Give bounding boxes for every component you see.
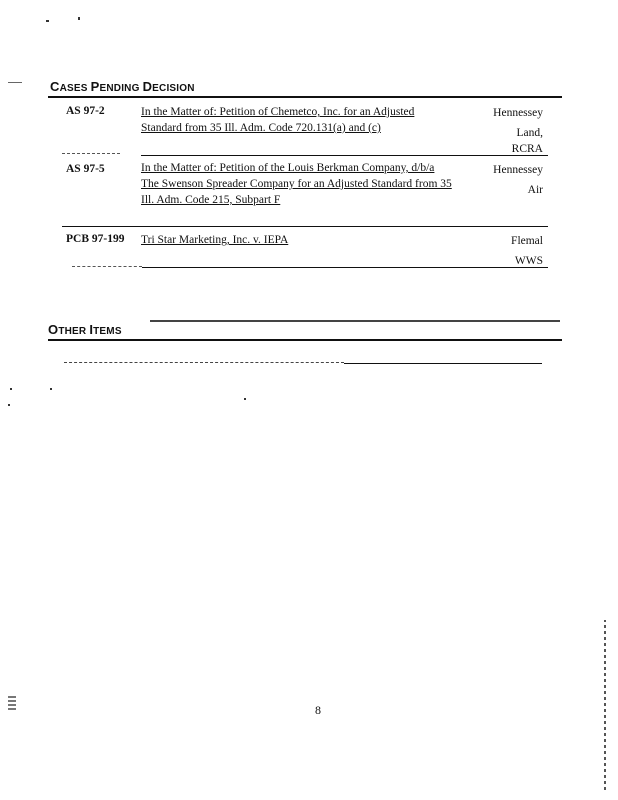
scan-speck: [8, 82, 22, 83]
case-number: AS 97-2: [66, 105, 105, 117]
scan-speck: [10, 388, 12, 390]
case-title: [141, 232, 441, 248]
section-title-other-items: [48, 322, 122, 337]
section-rule-top: [48, 96, 562, 98]
case-assignee: Flemal: [511, 235, 543, 247]
title-part: ECISION: [152, 83, 195, 94]
row-divider-fragment: [72, 266, 142, 267]
case-category: Air: [527, 184, 543, 196]
case-assignee: Hennessey: [493, 107, 543, 119]
row-divider: [62, 226, 548, 227]
title-part: I: [89, 322, 94, 337]
case-title: [141, 160, 486, 208]
row-divider: [344, 363, 542, 364]
case-category: Land,: [516, 127, 543, 139]
scan-speck: [46, 20, 49, 22]
case-title-line: In the Matter of: Petition of the Louis Berkman Company, d/b/a: [141, 162, 435, 174]
scan-speck: [78, 17, 80, 20]
scan-edge-mark: [604, 620, 606, 790]
title-part: P: [90, 79, 100, 94]
title-part: ASES: [59, 83, 91, 94]
case-title-line: In the Matter of: Petition of Chemetco, Inc. for an Adjusted: [141, 106, 415, 118]
case-category-line2: RCRA: [511, 143, 543, 155]
section-title-cases-pending: [50, 79, 195, 94]
scan-speck: [8, 404, 10, 406]
title-part: ENDING: [99, 83, 143, 94]
title-part: O: [48, 322, 59, 337]
case-title-line: Standard from 35 Ill. Adm. Code 720.131(a) and (c): [141, 122, 381, 134]
section-rule-bottom: [48, 339, 562, 341]
case-category: WWS: [514, 255, 543, 267]
title-part: D: [142, 79, 153, 94]
case-number: PCB 97-199: [66, 233, 125, 245]
case-title-line: The Swenson Spreader Company for an Adjusted Standard from 35: [141, 178, 452, 190]
page-number: 8: [315, 703, 321, 717]
case-number: AS 97-5: [66, 163, 105, 175]
case-assignee: Hennessey: [493, 164, 543, 176]
title-part: TEMS: [93, 326, 122, 337]
case-title-line: Tri Star Marketing, Inc. v. IEPA: [141, 234, 289, 246]
row-divider: [141, 155, 548, 156]
section-rule-faint: [150, 320, 560, 322]
scan-speck: [8, 694, 16, 710]
scan-speck: [244, 398, 246, 400]
title-part: THER: [58, 326, 90, 337]
case-title-line: Ill. Adm. Code 215, Subpart F: [141, 194, 281, 206]
title-part: C: [50, 79, 60, 94]
case-title: [141, 104, 481, 136]
row-divider: [142, 267, 548, 268]
scan-speck: [50, 388, 52, 390]
row-divider-fragment: [62, 153, 120, 154]
row-divider-fragment: [64, 362, 344, 363]
